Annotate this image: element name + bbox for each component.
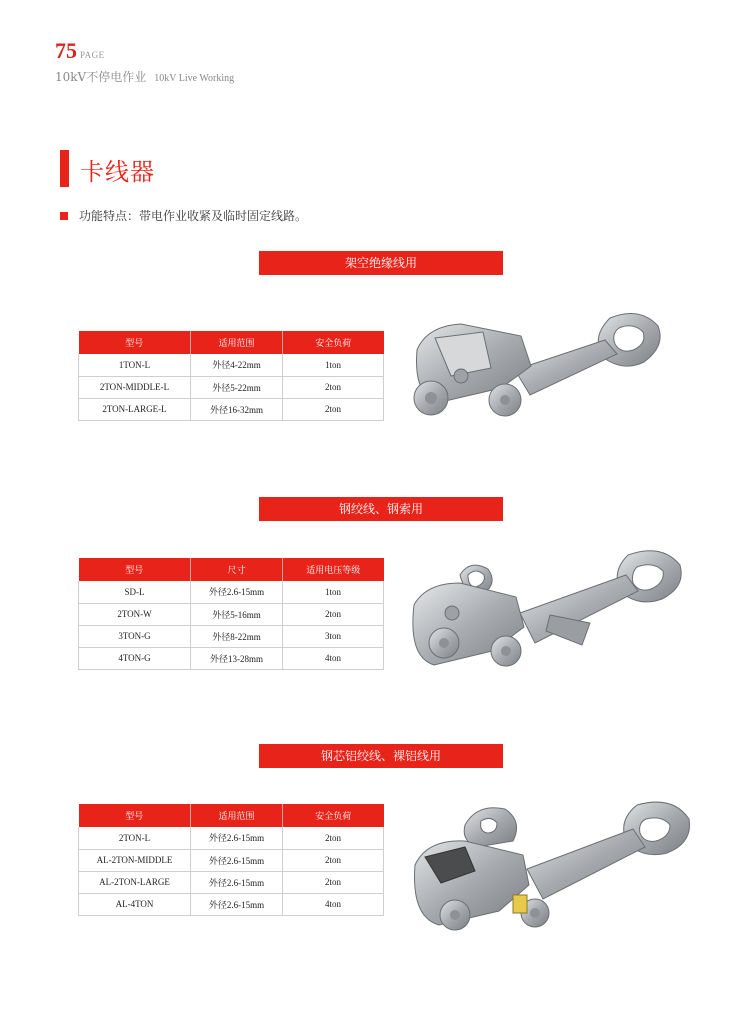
table-row (79, 647, 384, 669)
table-cell: 3ton (283, 625, 384, 647)
page-number: 75 (55, 38, 77, 63)
table-cell: 4ton (283, 893, 384, 915)
page-title: 卡线器 (80, 158, 155, 186)
table-cell: 2TON-W (79, 603, 191, 625)
column-header: 型号 (79, 558, 191, 581)
table-cell: 2ton (283, 849, 384, 871)
column-header: 适用范围 (191, 331, 283, 354)
table-cell: AL-2TON-MIDDLE (79, 849, 191, 871)
table-row (79, 581, 384, 603)
table-cell: 外径2.6-15mm (191, 827, 283, 849)
table-cell: 外径13-28mm (191, 647, 283, 669)
table-cell: 2TON-LARGE-L (79, 398, 191, 420)
table-cell: 1TON-L (79, 354, 191, 376)
table-cell: 外径4-22mm (191, 354, 283, 376)
feature-text: 功能特点：带电作业收紧及临时固定线路。 (79, 209, 308, 223)
table-cell: 2TON-L (79, 827, 191, 849)
table-row (79, 871, 384, 893)
section-banner: 钢芯铝绞线、裸铝线用 (259, 744, 503, 768)
table-cell: AL-4TON (79, 893, 191, 915)
page-subtitle (55, 68, 234, 85)
table-cell: 外径5-16mm (191, 603, 283, 625)
table-cell: 2ton (283, 871, 384, 893)
page-label: PAGE (80, 50, 105, 60)
table-row (79, 827, 384, 849)
table-cell: 外径2.6-15mm (191, 893, 283, 915)
section-banner: 架空绝缘线用 (259, 251, 503, 275)
spec-table (78, 331, 384, 421)
table-row (79, 893, 384, 915)
table-header-row (79, 331, 384, 354)
table-cell: 外径2.6-15mm (191, 581, 283, 603)
column-header: 型号 (79, 804, 191, 827)
table-header-row (79, 804, 384, 827)
table-cell: 4ton (283, 647, 384, 669)
spec-table (78, 558, 384, 670)
table-cell: AL-2TON-LARGE (79, 871, 191, 893)
wire-grip-image (400, 545, 685, 685)
table-cell: 2ton (283, 827, 384, 849)
table-cell: 外径16-32mm (191, 398, 283, 420)
subtitle-en: 10kV Live Working (154, 73, 235, 84)
feature-line (60, 207, 307, 224)
column-header: 安全负荷 (283, 331, 384, 354)
table-row (79, 398, 384, 420)
wire-grip-image (405, 300, 665, 430)
table-cell: 外径2.6-15mm (191, 849, 283, 871)
table-cell: 2ton (283, 398, 384, 420)
table-row (79, 376, 384, 398)
table-cell: 3TON-G (79, 625, 191, 647)
table-row (79, 625, 384, 647)
column-header: 适用电压等级 (283, 558, 384, 581)
table-cell: 4TON-G (79, 647, 191, 669)
table-cell: 外径5-22mm (191, 376, 283, 398)
wire-grip-image (405, 795, 695, 945)
section-banner: 钢绞线、钢索用 (259, 497, 503, 521)
column-header: 尺寸 (191, 558, 283, 581)
column-header: 适用范围 (191, 804, 283, 827)
page-header (55, 38, 105, 64)
spec-table (78, 804, 384, 916)
table-cell: 外径8-22mm (191, 625, 283, 647)
table-row (79, 354, 384, 376)
table-cell: 2ton (283, 376, 384, 398)
title-accent-bar (60, 150, 69, 187)
table-cell: 2TON-MIDDLE-L (79, 376, 191, 398)
table-row (79, 603, 384, 625)
table-cell: 1ton (283, 581, 384, 603)
table-cell: 外径2.6-15mm (191, 871, 283, 893)
table-row (79, 849, 384, 871)
table-cell: 2ton (283, 603, 384, 625)
subtitle-cn: 10kV不停电作业 (55, 70, 147, 84)
column-header: 安全负荷 (283, 804, 384, 827)
bullet-square-icon (60, 212, 68, 220)
table-header-row (79, 558, 384, 581)
table-cell: 1ton (283, 354, 384, 376)
column-header: 型号 (79, 331, 191, 354)
table-cell: SD-L (79, 581, 191, 603)
